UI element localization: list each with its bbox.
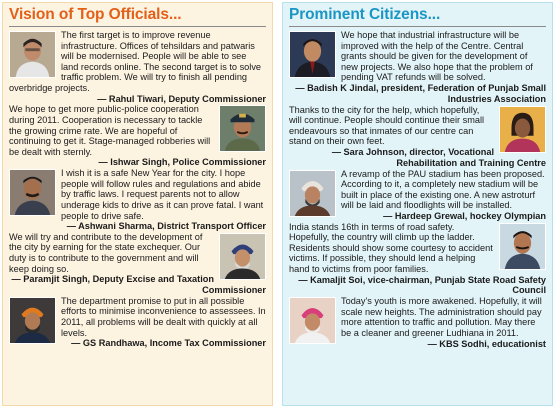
official-entry-5: [9, 296, 266, 349]
portrait-photo-icon: [9, 31, 56, 78]
officials-entries: [3, 27, 272, 349]
citizen-quote-1: We hope that industrial infrastructure will be improved with the help of the Centre. Central grants should be given for the development of new projects. We also hope that the problem of pending VAT refunds will be solved.: [341, 30, 533, 83]
citizens-heading: Prominent Citizens...: [289, 6, 441, 23]
portrait-photo-icon: [289, 297, 336, 344]
official-quote-3: I wish it is a safe New Year for the city. I hope people will follow rules and regulations and abide by traffic laws. I request parents not to allow underage kids to drive as it can prove fatal. I want people to drive safe.: [61, 168, 264, 221]
citizen-quote-4: India stands 16th in terms of road safety. Hopefully, the country will climb up the ladder. Residents should show some courtesy to accident victims. If possible, they should lend a helping hand to victims from poor families.: [289, 221, 493, 275]
citizen-entry-5: [289, 296, 546, 349]
official-quote-2: We hope to get more public-police cooperation during 2011. Cooperation is necessary to tackle the growing crime rate. We are hopeful of continuing to get it. Stage-managed robberies will be dealt with sternly.: [9, 104, 211, 157]
officials-column: [2, 2, 273, 406]
citizen-entry-1: [289, 30, 546, 105]
official-attribution-3: — Ashwani Sharma, District Transport Officer: [66, 221, 266, 232]
citizen-entry-4: [289, 222, 546, 297]
official-attribution-2: — Ishwar Singh, Police Commissioner: [98, 157, 266, 168]
citizen-attribution-1: — Badish K Jindal, president, Federation of Punjab Small Industries Association: [295, 82, 546, 104]
portrait-photo-icon: [499, 106, 546, 153]
official-entry-3: [9, 168, 266, 232]
official-attribution-1: — Rahul Tiwari, Deputy Commissioner: [97, 93, 266, 104]
official-entry-2: [9, 104, 266, 168]
official-entry-4: [9, 232, 266, 296]
official-quote-5: The department promise to put in all possible efforts to minimise inconvenience to assessees. In 2011, all problems will be dealt with quickly at all levels.: [61, 295, 266, 338]
portrait-photo-icon: [9, 297, 56, 344]
official-quote-4: We will try and contribute to the development of the city by earning for the state exchequer. Our duty is to contribute to the government and will keep doing so.: [9, 231, 203, 274]
citizen-attribution-5: — KBS Sodhi, educationist: [427, 338, 546, 349]
portrait-photo-icon: [9, 169, 56, 216]
official-entry-1: [9, 30, 266, 104]
citizens-column: [282, 2, 553, 406]
portrait-photo-icon: [219, 105, 266, 152]
portrait-photo-icon: [289, 31, 336, 78]
officials-heading: Vision of Top Officials...: [9, 6, 182, 23]
portrait-photo-icon: [219, 233, 266, 280]
official-attribution-5: — GS Randhawa, Income Tax Commissioner: [71, 338, 266, 349]
citizens-entries: [283, 27, 552, 349]
citizen-entry-2: [289, 105, 546, 169]
citizen-quote-3: A revamp of the PAU stadium has been proposed. According to it, a completely new stadium will be built in place of the existing one. A new astroturf will be laid and floodlights will be installed.: [341, 168, 545, 211]
citizen-quote-2: Thanks to the city for the help, which hopefully, will continue. People should continue their small endeavours so that inmates of our centre can stand on their own feet.: [289, 104, 485, 147]
citizen-quote-5: Today's youth is more awakened. Hopefully, it will scale new heights. The administration should pay more attention to traffic and pollution. May there be a cleaner and greener Ludhiana in 2011.: [341, 296, 542, 339]
official-attribution-4: — Paramjit Singh, Deputy Excise and Taxation Commissioner: [11, 274, 266, 296]
official-quote-1: The first target is to improve revenue infrastructure. Offices of tehsildars and patwaris will be modernised. People will be able to see land records online. The second target is to solve traffic problem. We will try to finish all pending overbridge projects.: [9, 30, 262, 93]
citizen-entry-3: [289, 169, 546, 222]
citizen-attribution-3: — Hardeep Grewal, hockey Olympian: [383, 210, 546, 221]
citizen-attribution-2: — Sara Johnson, director, Vocational Rehabilitation and Training Centre: [331, 146, 546, 168]
portrait-photo-icon: [499, 223, 546, 270]
portrait-photo-icon: [289, 170, 336, 217]
citizen-attribution-4: — Kamaljit Soi, vice-chairman, Punjab State Road Safety Council: [298, 274, 546, 296]
